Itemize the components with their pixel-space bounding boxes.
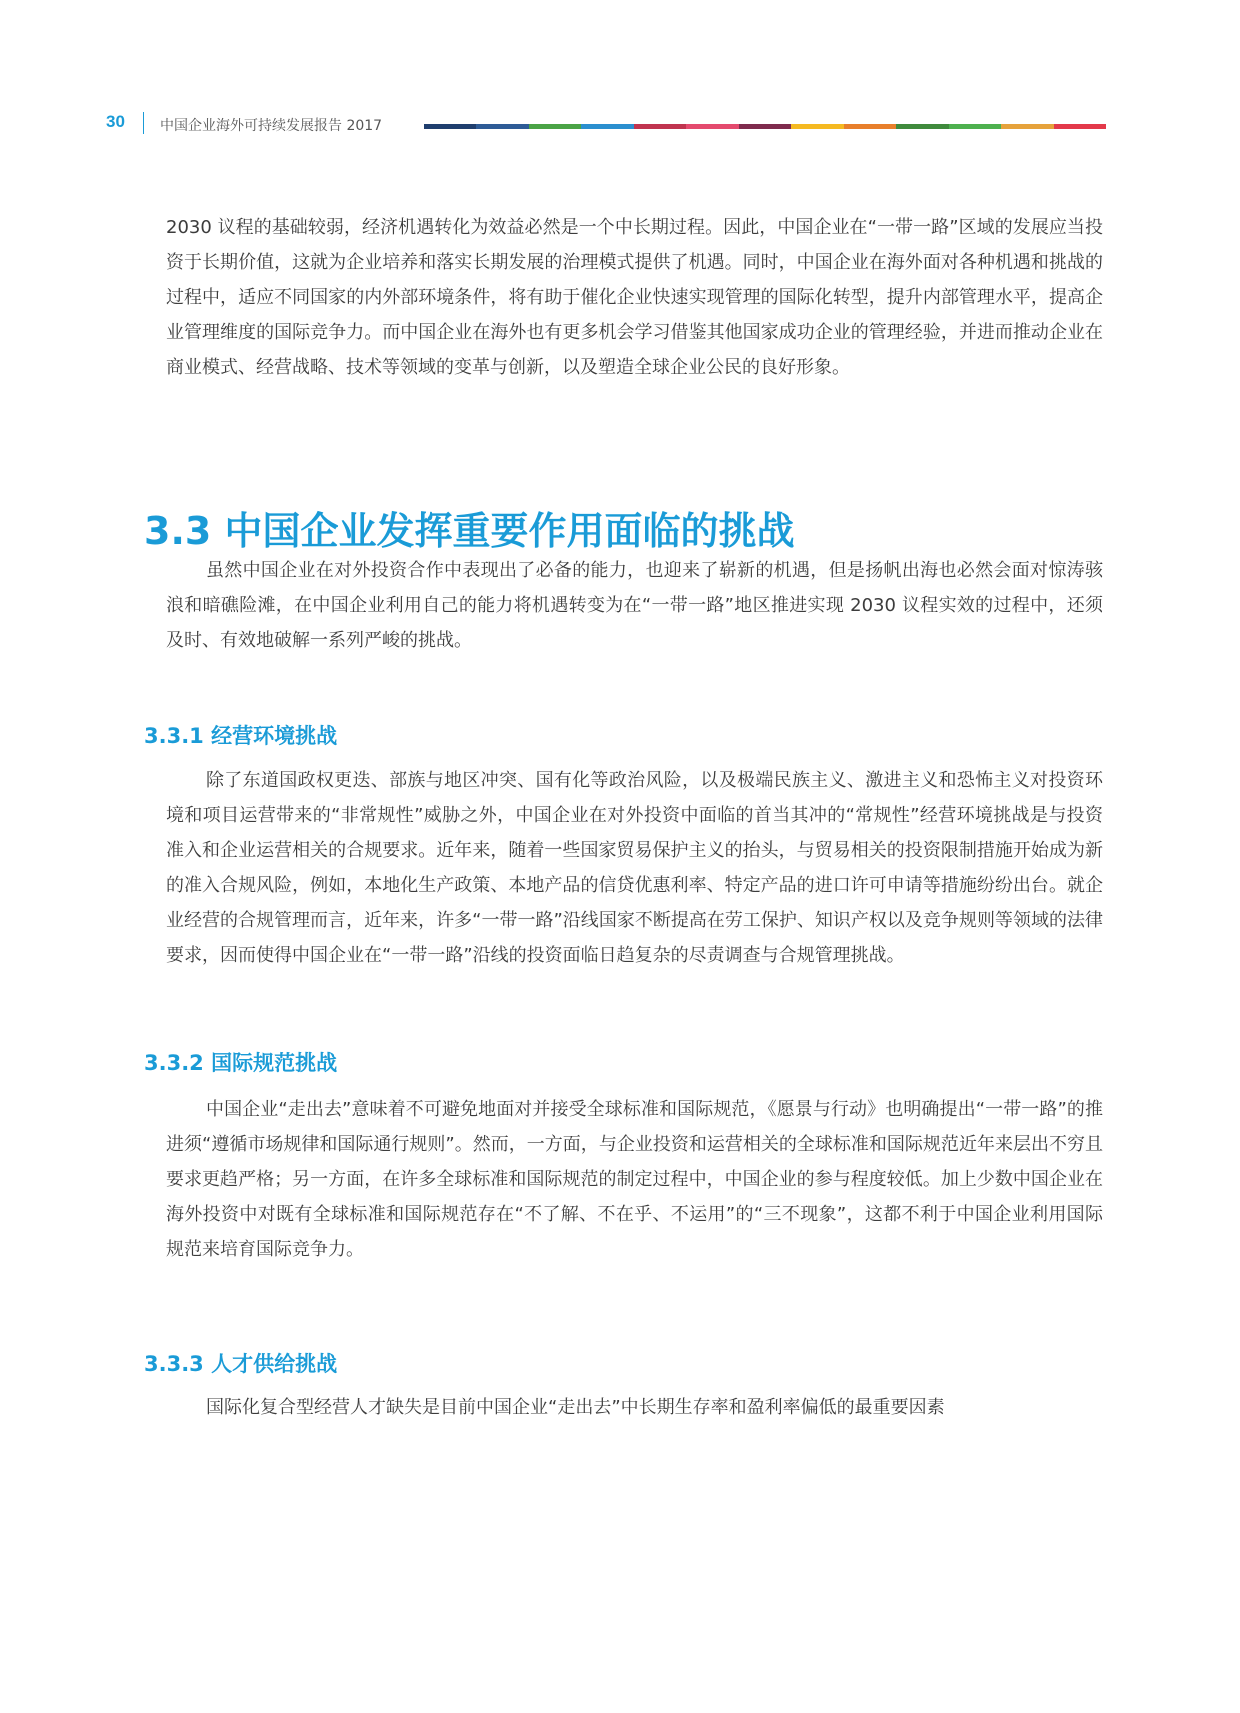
page-number: 30	[106, 112, 125, 131]
color-band-segment	[476, 124, 528, 129]
report-title: 中国企业海外可持续发展报告 2017	[160, 118, 383, 134]
color-band-segment	[1054, 124, 1106, 129]
subsection-body-operating-environment: 除了东道国政权更迭、部族与地区冲突、国有化等政治风险，以及极端民族主义、激进主义和恐怖主义对投资环境和项目运营带来的“非常规性”威胁之外，中国企业在对外投资中面临的首当其冲的“常规性”经营环境挑战是与投资准入和企业运营相关的合规要求。近年来，随着一些国家贸易保护主义的抬头，与贸易相关的投资限制措施开始成为新的准入合规风险，例如，本地化生产政策、本地产品的信贷优惠利率、特定产品的进口许可申请等措施纷纷出台。就企业经营的合规管理而言，近年来，许多“一带一路”沿线国家不断提高在劳工保护、知识产权以及竞争规则等领域的法律要求，因而使得中国企业在“一带一路”沿线的投资面临日趋复杂的尽责调查与合规管理挑战。	[166, 770, 1103, 966]
color-band-segment	[896, 124, 948, 129]
color-band-segment	[686, 124, 738, 129]
intro-paragraph: 2030 议程的基础较弱，经济机遇转化为效益必然是一个中长期过程。因此，中国企业在“一带一路”区域的发展应当投资于长期价值，这就为企业培养和落实长期发展的治理模式提供了机遇。同时，中国企业在海外面对各种机遇和挑战的过程中，适应不同国家的内外部环境条件，将有助于催化企业快速实现管理的国际化转型，提升内部管理水平，提高企业管理维度的国际竞争力。而中国企业在海外也有更多机会学习借鉴其他国家成功企业的管理经验，并进而推动企业在商业模式、经营战略、技术等领域的变革与创新，以及塑造全球企业公民的良好形象。	[166, 217, 1103, 378]
subsection-body-talent-supply: 国际化复合型经营人才缺失是目前中国企业“走出去”中长期生存率和盈利率偏低的最重要因素	[206, 1397, 945, 1418]
subsection-heading-international-norms: 3.3.2 国际规范挑战	[144, 1051, 338, 1075]
color-band-segment	[634, 124, 686, 129]
section-lead-paragraph: 虽然中国企业在对外投资合作中表现出了必备的能力，也迎来了崭新的机遇，但是扬帆出海也必然会面对惊涛骇浪和暗礁险滩，在中国企业利用自己的能力将机遇转变为在“一带一路”地区推进实现 2030 议程实效的过程中，还须及时、有效地破解一系列严峻的挑战。	[166, 560, 1103, 651]
color-band-segment	[1001, 124, 1053, 129]
color-band-segment	[739, 124, 791, 129]
color-band-segment	[949, 124, 1001, 129]
page-header	[0, 112, 1240, 142]
color-band-segment	[424, 124, 476, 129]
color-band-segment	[791, 124, 843, 129]
color-band-segment	[581, 124, 633, 129]
subsection-heading-talent-supply: 3.3.3 人才供给挑战	[144, 1352, 338, 1376]
sdg-color-band	[424, 124, 1106, 129]
header-divider	[143, 112, 144, 134]
subsection-body-international-norms: 中国企业“走出去”意味着不可避免地面对并接受全球标准和国际规范，《愿景与行动》也明确提出“一带一路”的推进须“遵循市场规律和国际通行规则”。然而，一方面，与企业投资和运营相关的全球标准和国际规范近年来层出不穷且要求更趋严格；另一方面，在许多全球标准和国际规范的制定过程中，中国企业的参与程度较低。加上少数中国企业在海外投资中对既有全球标准和国际规范存在“不了解、不在乎、不运用”的“三不现象”，这都不利于中国企业利用国际规范来培育国际竞争力。	[166, 1099, 1103, 1260]
color-band-segment	[844, 124, 896, 129]
color-band-segment	[529, 124, 581, 129]
subsection-heading-operating-environment: 3.3.1 经营环境挑战	[144, 724, 338, 748]
section-heading: 3.3 中国企业发挥重要作用面临的挑战	[144, 509, 795, 553]
